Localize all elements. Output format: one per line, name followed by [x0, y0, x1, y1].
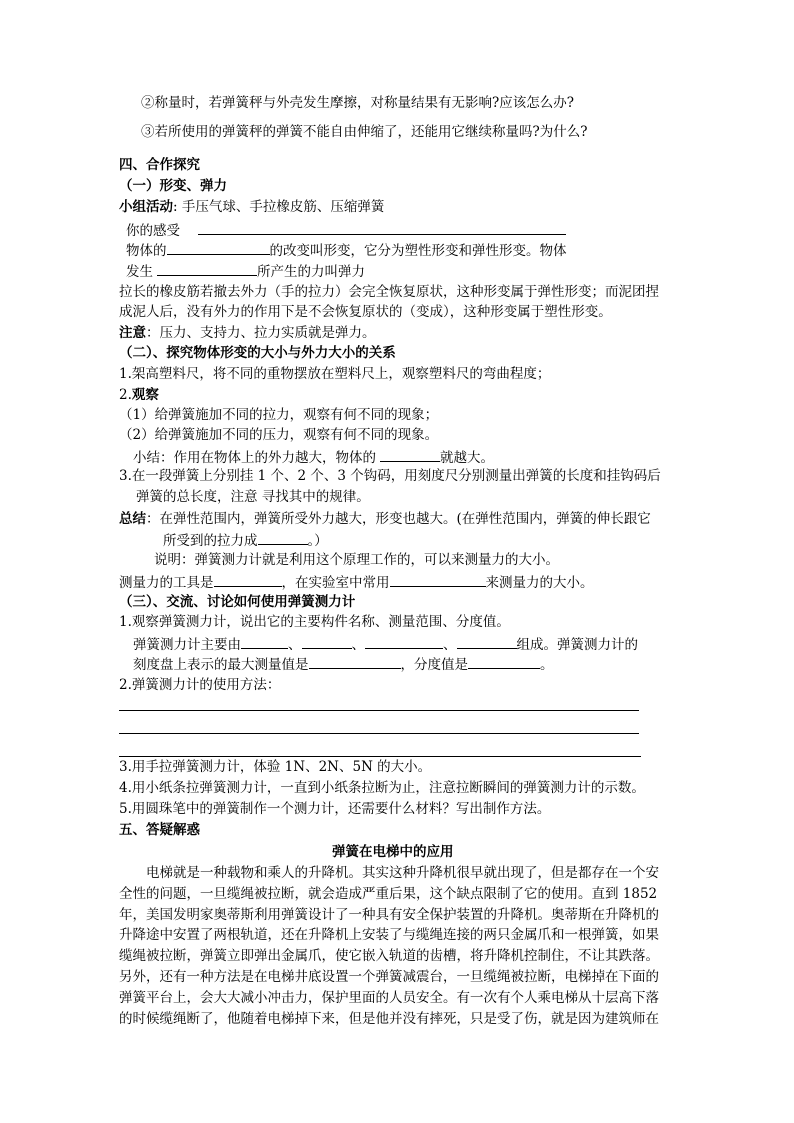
subsection-usage-heading: （三）、交流、讨论如何使用弹簧测力计 — [119, 594, 356, 610]
scale-blank-1[interactable] — [309, 654, 401, 669]
note-text: ：压力、支持力、拉力实质就是弹力。 — [146, 325, 376, 341]
note-label: 注意 — [119, 325, 146, 341]
deformation-definition — [126, 240, 567, 260]
components-blank-1[interactable] — [241, 634, 288, 649]
scale-line — [133, 654, 554, 674]
components-text-a: 弹簧测力计主要由 — [133, 637, 241, 653]
conclusion-text-b: 所受到的拉力成 — [163, 533, 258, 549]
deformation-text-a: 物体的 — [126, 243, 167, 259]
tool-text-c: 来测量力的大小。 — [485, 575, 594, 591]
explanation: 说明：弹簧测力计就是利用这个原理工作的，可以来测量力的大小。 — [154, 552, 559, 568]
article-line-5: 缆绳被拉断，弹簧立即弹出金属爪，使它嵌入轨道的齿槽，将升降机控制住，不让其跌落。 — [119, 948, 659, 964]
item-2 — [119, 386, 159, 404]
conclusion-label: 总结 — [119, 511, 146, 527]
summary-blank[interactable] — [380, 447, 440, 462]
elastic-text-a: 发生 — [126, 264, 153, 280]
group-activity — [119, 198, 384, 216]
section-5-heading: 五、答疑解惑 — [119, 822, 200, 838]
article-line-1: 电梯就是一种载物和乘人的升降机。其实这种升降机很早就出现了，但是都存在一个安 — [146, 865, 659, 881]
feeling-line — [126, 220, 566, 240]
subsection-relation-heading: （二）、探究物体形变的大小与外力大小的关系 — [119, 345, 396, 361]
section-4-heading: 四、合作探究 — [119, 157, 200, 173]
answer-line-2[interactable] — [119, 733, 639, 734]
item-2-label: 观察 — [131, 387, 159, 403]
summary-text-a: 小结：作用在物体上的外力越大，物体的 — [133, 450, 376, 466]
item-2-number: 2. — [119, 387, 132, 403]
components-blank-4[interactable] — [457, 634, 517, 649]
scale-text-c: 。 — [540, 657, 554, 673]
observe-1: （1）给弹簧施加不同的拉力，观察有何不同的现象； — [119, 407, 439, 423]
article-line-3: 年，美国发明家奥蒂斯利用弹簧设计了一种具有安全保护装置的升降机。奥蒂斯在升降机的 — [119, 907, 659, 923]
components-blank-3[interactable] — [365, 634, 443, 649]
scale-blank-2[interactable] — [468, 654, 540, 669]
experiment-3: 3.用手拉弹簧测力计，体验 1N、2N、5N 的大小。 — [119, 759, 432, 775]
observe-2: （2）给弹簧施加不同的压力，观察有何不同的现象。 — [119, 427, 439, 443]
article-line-8: 的时候缆绳断了，他随着电梯掉下来，但是他并没有摔死，只是受了伤，就是因为建筑师在 — [119, 1011, 659, 1027]
components-text-b: 组成。弹簧测力计的 — [516, 637, 638, 653]
usage-method: 2.弹簧测力计的使用方法： — [119, 677, 281, 693]
tool-blank-1[interactable] — [214, 572, 282, 587]
item-1: 1.架高塑料尺，将不同的重物摆放在塑料尺上，观察塑料尺的弯曲程度； — [119, 366, 551, 382]
deformation-text-b: 的改变叫形变，它分为塑性形变和弹性形变。物体 — [269, 243, 567, 259]
components-blank-2[interactable] — [302, 634, 352, 649]
components-sep-2: 、 — [351, 637, 365, 653]
article-title: 弹簧在电梯中的应用 — [332, 844, 454, 860]
scale-text-a: 刻度盘上表示的最大测量值是 — [133, 657, 309, 673]
conclusion-text-c: 。） — [307, 533, 328, 549]
elastic-force-definition — [126, 261, 365, 281]
conclusion-blank[interactable] — [258, 530, 308, 545]
scale-text-b: ，分度值是 — [400, 657, 468, 673]
deformation-blank[interactable] — [167, 240, 270, 255]
feeling-blank[interactable] — [198, 220, 566, 235]
experiment-4: 4.用小纸条拉弹簧测力计，一直到小纸条拉断为止，注意拉断瞬间的弹簧测力计的示数。 — [119, 780, 645, 796]
conclusion-line-2 — [163, 530, 328, 550]
question-3: ③若所使用的弹簧秤的弹簧不能自由伸缩了，还能用它继续称量吗?为什么? — [141, 124, 588, 140]
tool-text-a: 测量力的工具是 — [119, 575, 214, 591]
tool-text-b: ，在实验室中常用 — [281, 575, 390, 591]
item-3-line-2: 弹簧的总长度，注意 寻找其中的规律。 — [136, 489, 370, 505]
summary — [133, 447, 494, 467]
article-line-7: 弹簧平台上，会大大减小冲击力，保护里面的人员安全。有一次有个人乘电梯从十层高下落 — [119, 990, 659, 1006]
note — [119, 324, 376, 342]
experiment-5: 5.用圆珠笔中的弹簧制作一个测力计，还需要什么材料？写出制作方法。 — [119, 801, 551, 817]
rubber-band-paragraph-line-1: 拉长的橡皮筋若撤去外力（手的拉力）会完全恢复原状，这种形变属于弹性形变；而泥团捏 — [119, 284, 659, 300]
measuring-tool — [119, 572, 594, 592]
article-line-4: 升降途中安置了两根轨道，还在升降机上安装了与缆绳连接的两只金属爪和一根弹簧，如果 — [119, 927, 659, 943]
question-2: ②称量时，若弹簧秤与外壳发生摩擦，对称量结果有无影响?应该怎么办? — [141, 95, 574, 111]
tool-blank-2[interactable] — [390, 572, 486, 587]
conclusion-line-1 — [119, 510, 651, 528]
conclusion-text-a: ：在弹性范围内，弹簧所受外力越大，形变也越大。(在弹性范围内，弹簧的伸长跟它 — [146, 511, 651, 527]
summary-text-b: 就越大。 — [440, 450, 494, 466]
article-line-2: 全性的问题，一旦缆绳被拉断，就会造成严重后果，这个缺点限制了它的使用。直到 1852 — [119, 886, 658, 902]
answer-line-3[interactable] — [119, 756, 641, 757]
observe-meter: 1.观察弹簧测力计，说出它的主要构件名称、测量范围、分度值。 — [119, 614, 510, 630]
article-line-6: 另外，还有一种方法是在电梯井底设置一个弹簧减震台，一旦缆绳被拉断，电梯掉在下面的 — [119, 969, 659, 985]
elastic-text-b: 所产生的力叫弹力 — [257, 264, 365, 280]
feeling-label: 你的感受 — [126, 223, 180, 239]
answer-line-1[interactable] — [119, 710, 639, 711]
components-sep-1: 、 — [288, 637, 302, 653]
group-activity-label: 小组活动 — [119, 199, 173, 215]
group-activity-text: : 手压气球、手拉橡皮筋、压缩弹簧 — [173, 199, 385, 215]
subsection-deformation-heading: （一）形变、弹力 — [119, 178, 227, 194]
item-3-line-1: 3.在一段弹簧上分别挂 1 个、2 个、3 个钩码，用刻度尺分别测量出弹簧的长度和挂钩码后 — [119, 468, 661, 484]
components-sep-3: 、 — [443, 637, 457, 653]
rubber-band-paragraph-line-2: 成泥人后，没有外力的作用下是不会恢复原状的（变成），这种形变属于塑性形变。 — [119, 304, 612, 320]
elastic-blank[interactable] — [157, 261, 257, 276]
components-line — [133, 634, 638, 654]
